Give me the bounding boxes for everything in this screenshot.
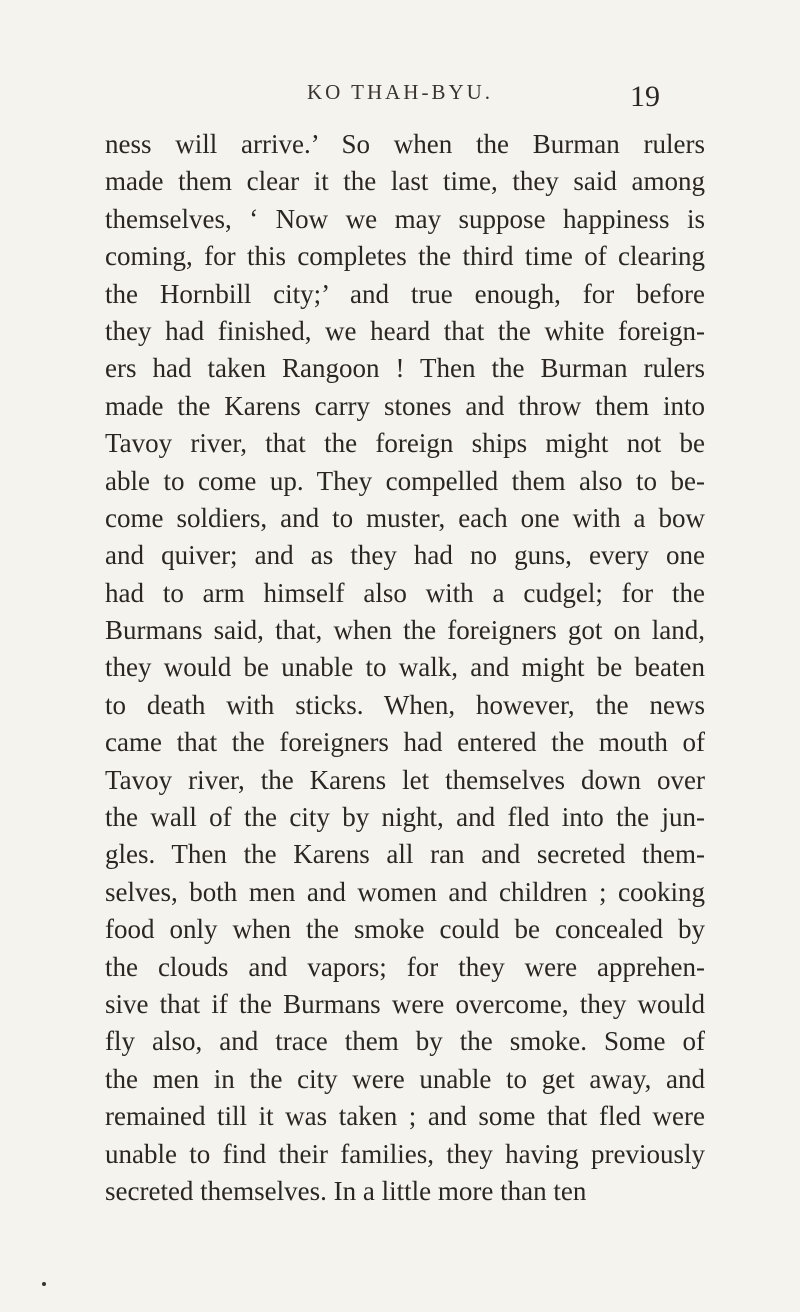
text-line: sive that if the Burmans were overcome, they would <box>105 988 705 1019</box>
text-line: made the Karens carry stones and throw them into <box>105 390 705 421</box>
text-line: gles. Then the Karens all ran and secreted them- <box>105 839 705 870</box>
body-text <box>105 126 705 1210</box>
text-line: Tavoy river, that the foreign ships might not be <box>105 428 705 459</box>
text-line: unable to find their families, they having previously <box>105 1138 705 1169</box>
text-line: selves, both men and women and children ; cooking <box>105 876 705 907</box>
text-line: able to come up. They compelled them also to be- <box>105 465 705 496</box>
page-number: 19 <box>630 80 660 113</box>
text-line: came that the foreigners had entered the mouth of <box>105 727 705 758</box>
text-line: they would be unable to walk, and might be beaten <box>105 652 705 683</box>
text-line: themselves, ‘ Now we may suppose happiness is <box>105 203 705 234</box>
text-line: the men in the city were unable to get away, and <box>105 1063 705 1094</box>
text-line: coming, for this completes the third time of clearing <box>105 241 705 272</box>
text-line: come soldiers, and to muster, each one with a bow <box>105 502 705 533</box>
text-line: Tavoy river, the Karens let themselves down over <box>105 764 705 795</box>
text-line: secreted themselves. In a little more than ten <box>105 1175 587 1206</box>
text-line: ness will arrive.’ So when the Burman rulers <box>105 129 705 159</box>
text-line: had to arm himself also with a cudgel; for the <box>105 577 705 608</box>
text-line: food only when the smoke could be concealed by <box>105 914 705 945</box>
ink-speck <box>42 1282 46 1286</box>
text-line: fly also, and trace them by the smoke. Some of <box>105 1026 705 1057</box>
text-line: remained till it was taken ; and some that fled were <box>105 1101 705 1132</box>
text-line: and quiver; and as they had no guns, every one <box>105 540 705 571</box>
text-line: made them clear it the last time, they said among <box>105 166 705 197</box>
text-line: Burmans said, that, when the foreigners got on land, <box>105 615 705 646</box>
running-title: KO THAH-BYU. <box>306 80 494 104</box>
text-line: they had finished, we heard that the white foreign- <box>105 315 705 346</box>
text-line: the clouds and vapors; for they were apprehen- <box>105 951 705 982</box>
text-line: the Hornbill city;’ and true enough, for before <box>105 278 705 309</box>
text-line: the wall of the city by night, and fled into the jun- <box>105 802 705 833</box>
text-line: to death with sticks. When, however, the news <box>105 689 705 720</box>
text-line: ers had taken Rangoon ! Then the Burman rulers <box>105 353 705 384</box>
